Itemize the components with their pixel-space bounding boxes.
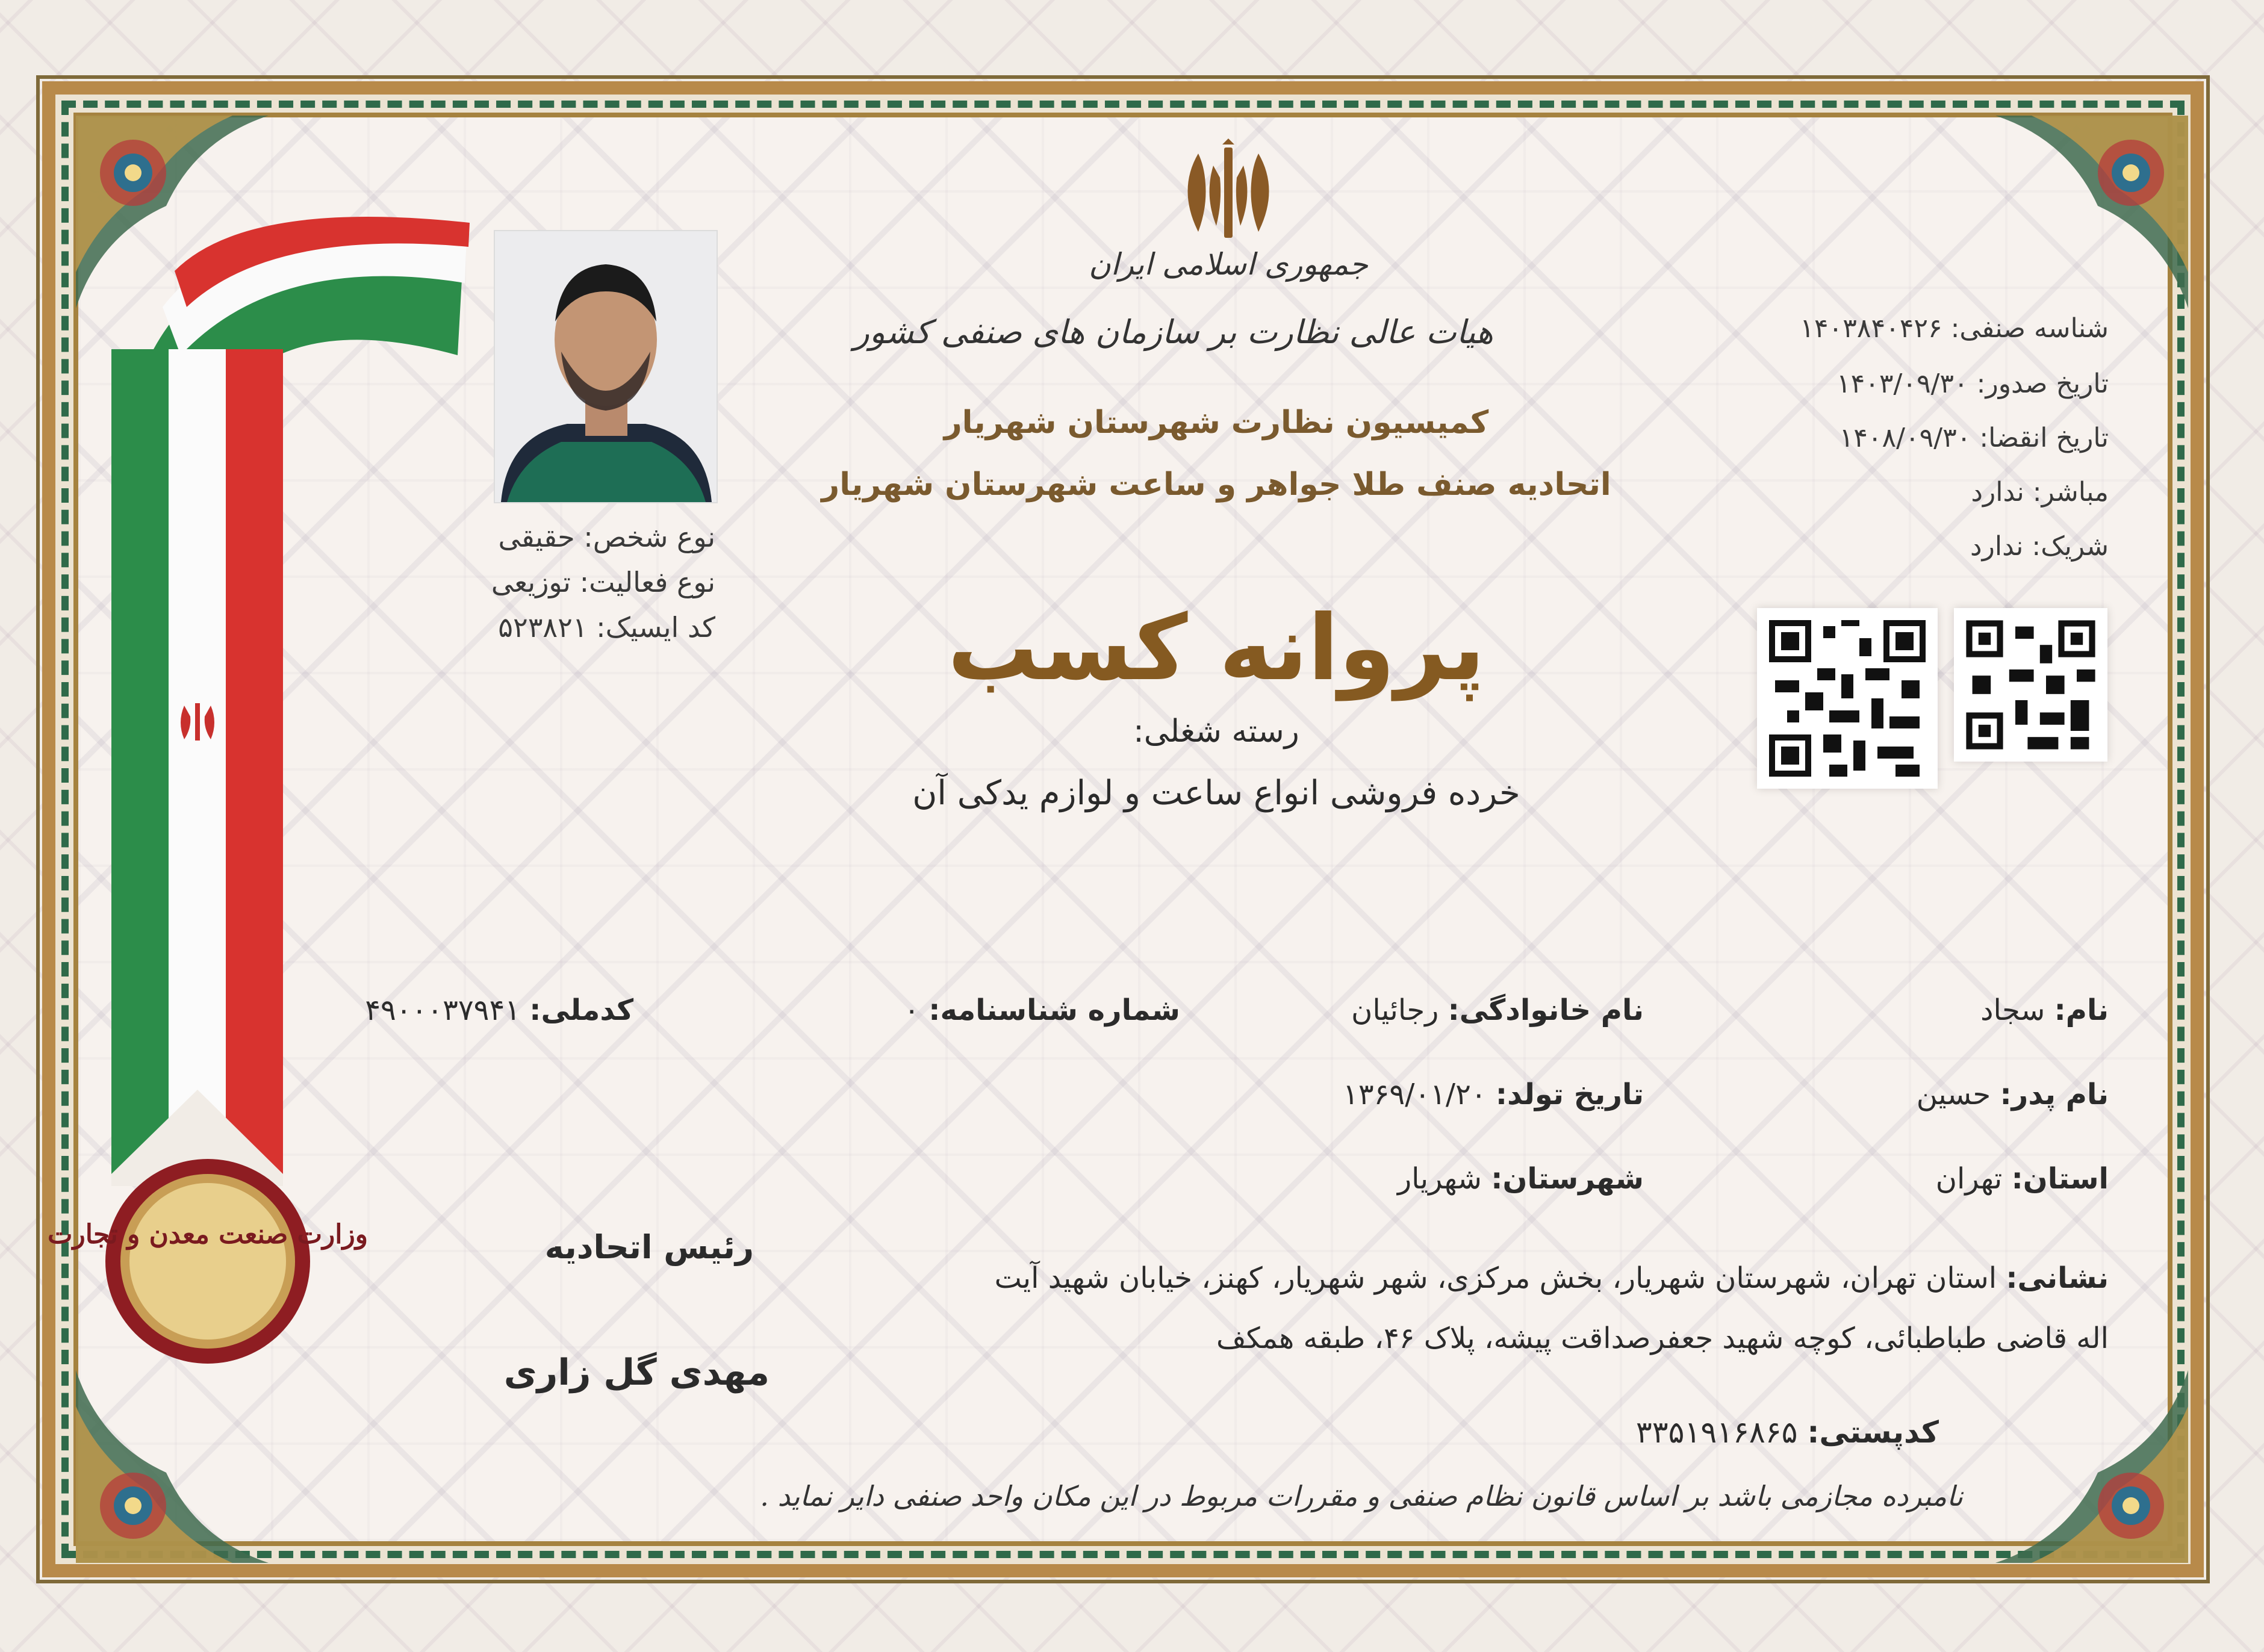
- category-label: رسته شغلی:: [1133, 713, 1299, 750]
- signer-title: رئیس اتحادیه: [544, 1228, 754, 1266]
- corner-ornament-icon: [1995, 116, 2188, 308]
- isic-code: کد ایسیک: ۵۲۳۸۲۱: [498, 611, 715, 644]
- name-label: نام:: [2054, 993, 2109, 1027]
- manager: مباشر: ندارد: [1971, 477, 2109, 508]
- board-title: هیات عالی نظارت بر سازمان های صنفی کشور: [853, 313, 1493, 351]
- national-code-value: ۴۹۰۰۰۳۷۹۴۱: [365, 993, 521, 1027]
- address-line-1: [995, 1261, 2109, 1295]
- flag-ribbon-icon: [108, 211, 482, 1174]
- national-code-field: [365, 993, 633, 1027]
- union-title: اتحادیه صنف طلا جواهر و ساعت شهرستان شهریار: [821, 467, 1611, 503]
- postal-code-value: ۳۳۵۱۹۱۶۸۶۵: [1635, 1415, 1798, 1450]
- name-field: [1980, 993, 2109, 1027]
- father-label: نام پدر:: [2000, 1078, 2109, 1111]
- issue-date: تاریخ صدور: ۱۴۰۳/۰۹/۳۰: [1836, 368, 2109, 399]
- address-value-1: استان تهران، شهرستان شهریار، بخش مرکزی، شهر شهریار، کهنز، خیابان شهید آیت: [994, 1261, 1997, 1295]
- seal-text: وزارت صنعت معدن و تجارت: [48, 1219, 368, 1250]
- county-field: [1398, 1162, 1644, 1196]
- county-value: شهریار: [1398, 1162, 1482, 1196]
- family-label: نام خانوادگی:: [1448, 993, 1644, 1027]
- id-number-label: شماره شناسنامه:: [928, 993, 1180, 1027]
- national-code-label: کدملی:: [529, 993, 633, 1027]
- signer-name: مهدی گل زاری: [503, 1352, 770, 1394]
- family-value: رجائیان: [1351, 993, 1439, 1027]
- partner: شریک: ندارد: [1970, 531, 2109, 562]
- province-value: تهران: [1935, 1162, 2003, 1196]
- guild-id: شناسه صنفی: ۱۴۰۳۸۴۰۴۲۶: [1800, 313, 2109, 344]
- address-line-2: اله قاضی طباطبائی، کوچه شهید جعفرصداقت پیشه، پلاک ۴۶، طبقه همکف: [1216, 1321, 2109, 1355]
- county-label: شهرستان:: [1491, 1162, 1644, 1196]
- family-field: [1351, 993, 1644, 1027]
- birth-date-value: ۱۳۶۹/۰۱/۲۰: [1343, 1078, 1487, 1111]
- province-label: استان:: [2011, 1162, 2109, 1196]
- qr-code-icon[interactable]: [1757, 608, 1938, 789]
- postal-code-field: [1636, 1415, 1939, 1450]
- republic-title: جمهوری اسلامی ایران: [1089, 247, 1368, 282]
- iran-emblem-icon: [1180, 141, 1277, 244]
- father-value: حسین: [1916, 1078, 1991, 1111]
- holder-photo: [494, 230, 718, 503]
- activity-type: نوع فعالیت: توزیعی: [491, 566, 715, 598]
- page-title: پروانه کسب: [947, 596, 1485, 701]
- category-value: خرده فروشی انواع ساعت و لوازم یدکی آن: [912, 774, 1520, 813]
- expiry-date: تاریخ انقضا: ۱۴۰۸/۰۹/۳۰: [1839, 423, 2109, 453]
- name-value: سجاد: [1980, 993, 2045, 1027]
- commission-title: کمیسیون نظارت شهرستان شهریار: [944, 405, 1489, 441]
- id-number-field: [904, 993, 1180, 1027]
- birth-date-field: [1343, 1078, 1644, 1111]
- birth-date-label: تاریخ تولد:: [1495, 1078, 1644, 1111]
- footer-statement: نامبرده مجازمی باشد بر اساس قانون نظام صنفی و مقررات مربوط در این مکان واحد صنفی دایر نماید .: [760, 1480, 1963, 1512]
- address-label: نشانی:: [2006, 1261, 2109, 1295]
- person-avatar-icon: [495, 231, 717, 502]
- corner-ornament-icon: [76, 1370, 269, 1563]
- ministry-seal: [48, 1153, 368, 1370]
- id-number-value: ۰: [904, 993, 919, 1027]
- postal-code-label: کدپستی:: [1807, 1415, 1939, 1450]
- qr-code-icon[interactable]: [1954, 608, 2107, 762]
- corner-ornament-icon: [1995, 1370, 2188, 1563]
- father-field: [1917, 1078, 2109, 1111]
- person-type: نوع شخص: حقیقی: [498, 521, 715, 553]
- province-field: [1936, 1162, 2109, 1196]
